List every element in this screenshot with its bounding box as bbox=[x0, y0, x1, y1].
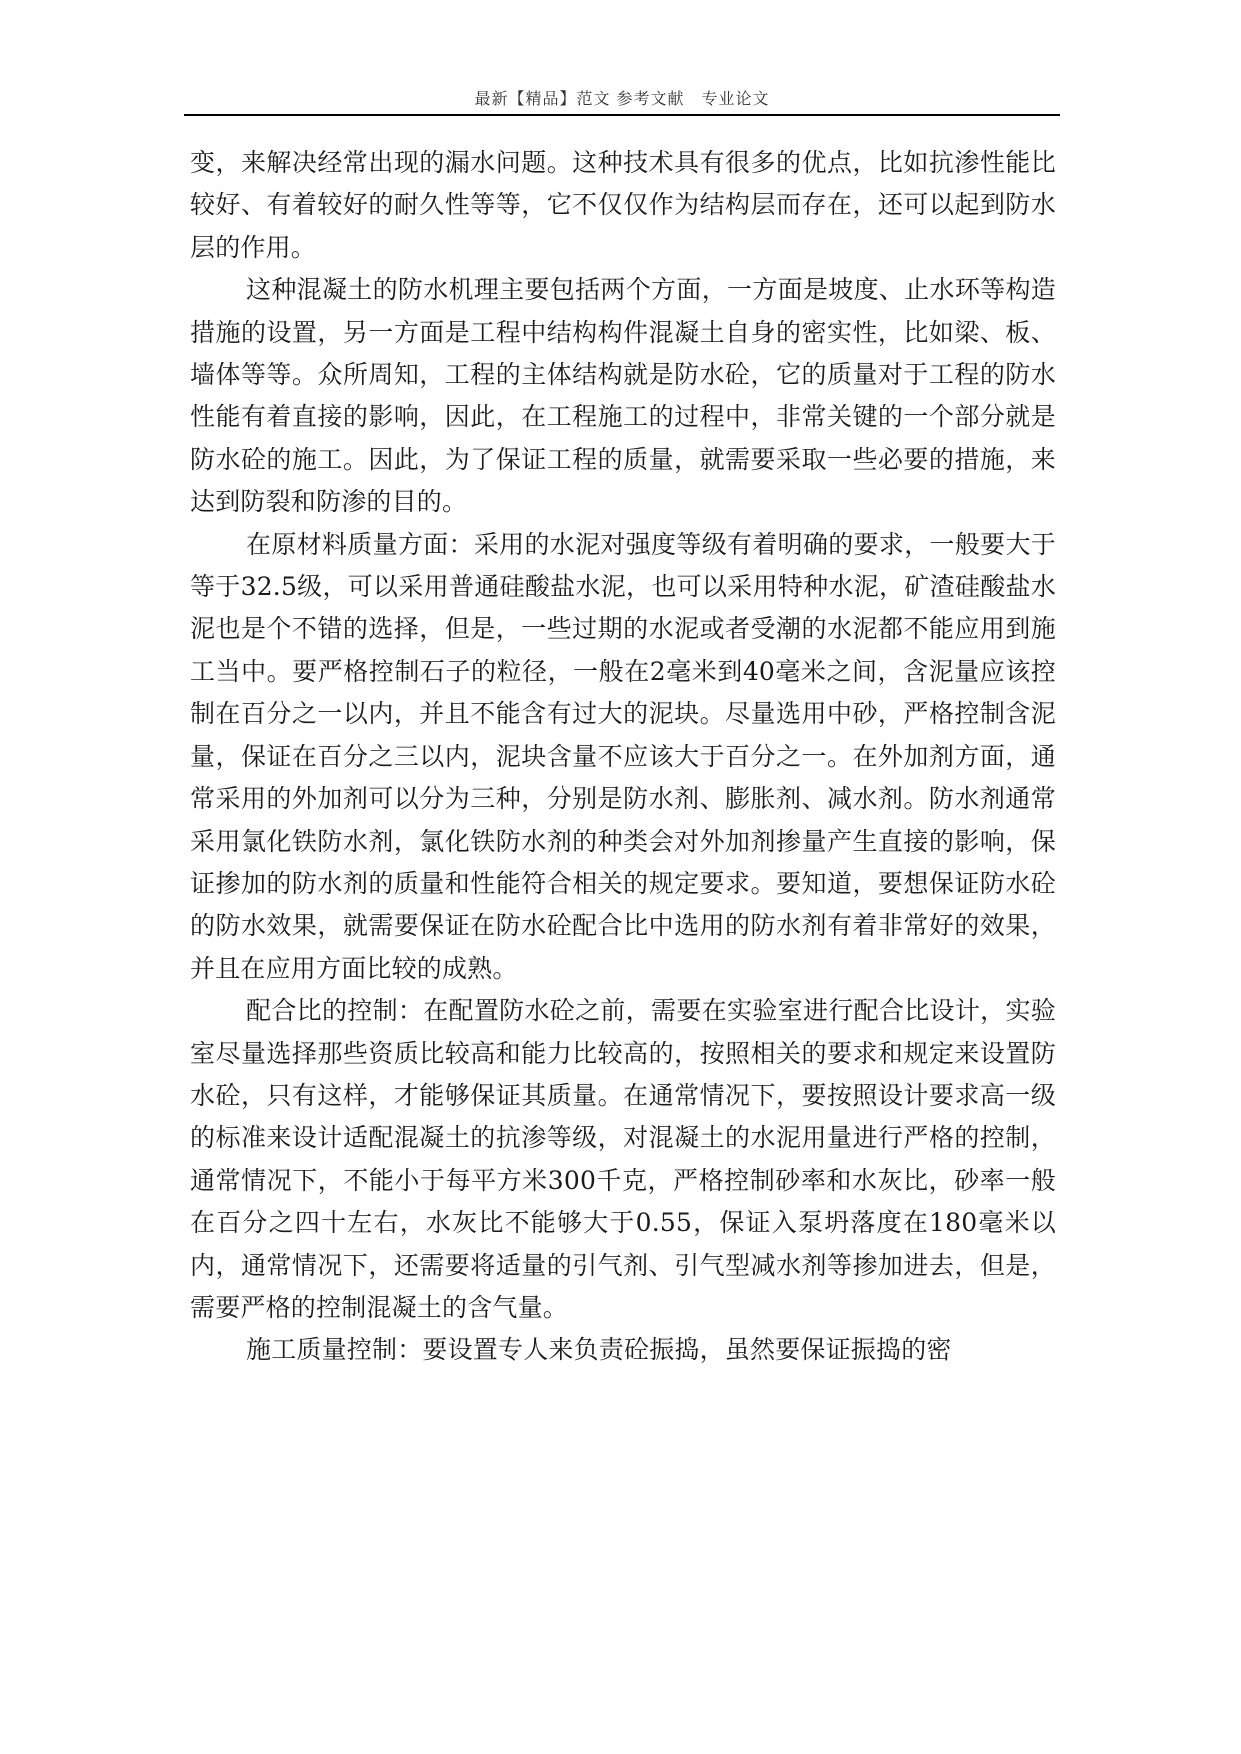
document-body bbox=[190, 142, 1056, 1372]
header-divider bbox=[184, 114, 1060, 116]
page-header: 最新【精品】范文 参考文献 专业论文 bbox=[474, 89, 770, 108]
paragraph-5: 施工质量控制：要设置专人来负责砼振捣，虽然要保证振捣的密 bbox=[246, 1335, 952, 1365]
paragraph-2: 这种混凝土的防水机理主要包括两个方面，一方面是坡度、止水环等构造措施的设置，另一方面是工程中结构构件混凝土自身的密实性，比如梁、板、墙体等等。众所周知，工程的主体结构就是防水砼，它的质量对于工程的防水性能有着直接的影响，因此，在工程施工的过程中，非常关键的一个部分就是防水砼的施工。因此，为了保证工程的质量，就需要采取一些必要的措施，来达到防裂和防渗的目的。 bbox=[190, 275, 1056, 517]
paragraph-3: 在原材料质量方面：采用的水泥对强度等级有着明确的要求，一般要大于等于32.5级，可以采用普通硅酸盐水泥，也可以采用特种水泥，矿渣硅酸盐水泥也是个不错的选择，但是，一些过期的水泥或者受潮的水泥都不能应用到施工当中。要严格控制石子的粒径，一般在2毫米到40毫米之间，含泥量应该控制在百分之一以内，并且不能含有过大的泥块。尽量选用中砂，严格控制含泥量，保证在百分之三以内，泥块含量不应该大于百分之一。在外加剂方面，通常采用的外加剂可以分为三种，分别是防水剂、膨胀剂、减水剂。防水剂通常采用氯化铁防水剂，氯化铁防水剂的种类会对外加剂掺量产生直接的影响，保证掺加的防水剂的质量和性能符合相关的规定要求。要知道，要想保证防水砼的防水效果，就需要保证在防水砼配合比中选用的防水剂有着非常好的效果，并且在应用方面比较的成熟。 bbox=[190, 529, 1056, 983]
paragraph-1: 变，来解决经常出现的漏水问题。这种技术具有很多的优点，比如抗渗性能比较好、有着较好的耐久性等等，它不仅仅作为结构层而存在，还可以起到防水层的作用。 bbox=[190, 148, 1056, 262]
paragraph-4: 配合比的控制：在配置防水砼之前，需要在实验室进行配合比设计，实验室尽量选择那些资质比较高和能力比较高的，按照相关的要求和规定来设置防水砼，只有这样，才能够保证其质量。在通常情况下，要按照设计要求高一级的标准来设计适配混凝土的抗渗等级，对混凝土的水泥用量进行严格的控制，通常情况下，不能小于每平方米300千克，严格控制砂率和水灰比，砂率一般在百分之四十左右，水灰比不能够大于0.55，保证入泵坍落度在180毫米以内，通常情况下，还需要将适量的引气剂、引气型减水剂等掺加进去，但是，需要严格的控制混凝土的含气量。 bbox=[190, 996, 1056, 1322]
